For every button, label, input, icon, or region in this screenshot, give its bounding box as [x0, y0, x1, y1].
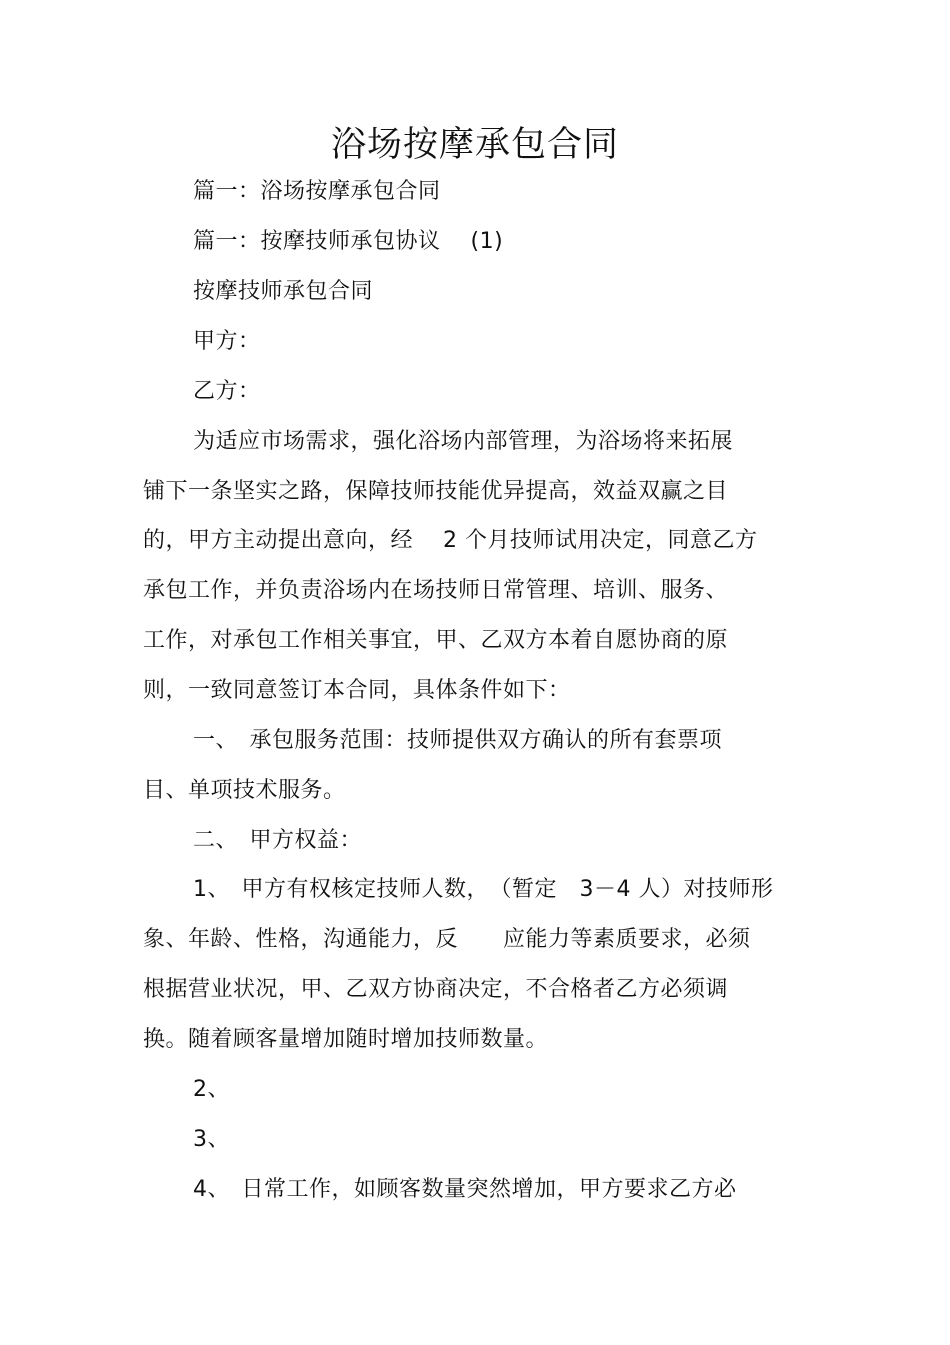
section-heading-1: 篇一：浴场按摩承包合同: [193, 179, 441, 204]
body-line: 为适应市场需求，强化浴场内部管理，为浴场将来拓展: [193, 429, 734, 454]
body-line: 铺下一条坚实之路，保障技师技能优异提高，效益双赢之目: [143, 479, 729, 504]
item-1-line: 1、 甲方有权核定技师人数， （暂定 3－4 人）对技师形: [193, 877, 774, 902]
clause-1-line: 目、单项技术服务。: [143, 778, 346, 803]
item-3-line: 3、: [193, 1127, 230, 1152]
party-a-label: 甲方：: [193, 329, 261, 354]
contract-subtitle: 按摩技师承包合同: [193, 279, 374, 304]
item-2-line: 2、: [193, 1077, 230, 1102]
clause-2-heading: 二、 甲方权益：: [193, 828, 363, 853]
item-1-line: 根据营业状况，甲、乙双方协商决定，不合格者乙方必须调: [143, 977, 729, 1002]
section-heading-2: 篇一：按摩技师承包协议 (1): [193, 229, 504, 254]
document-title: 浴场按摩承包合同: [330, 125, 619, 165]
item-1-line: 换。随着顾客量增加随时增加技师数量。: [143, 1027, 549, 1052]
item-1-line: 象、年龄、性格，沟通能力，反 应能力等素质要求，必须: [143, 927, 751, 952]
body-line: 的，甲方主动提出意向，经 2 个月技师试用决定，同意乙方: [143, 528, 758, 553]
clause-1-line: 一、 承包服务范围：技师提供双方确认的所有套票项: [193, 728, 723, 753]
party-b-label: 乙方：: [193, 379, 261, 404]
body-line: 工作，对承包工作相关事宜，甲、乙双方本着自愿协商的原: [143, 628, 729, 653]
body-line: 承包工作，并负责浴场内在场技师日常管理、培训、服务、: [143, 578, 729, 603]
item-4-line: 4、 日常工作，如顾客数量突然增加，甲方要求乙方必: [193, 1177, 737, 1202]
body-line: 则，一致同意签订本合同，具体条件如下：: [143, 678, 571, 703]
